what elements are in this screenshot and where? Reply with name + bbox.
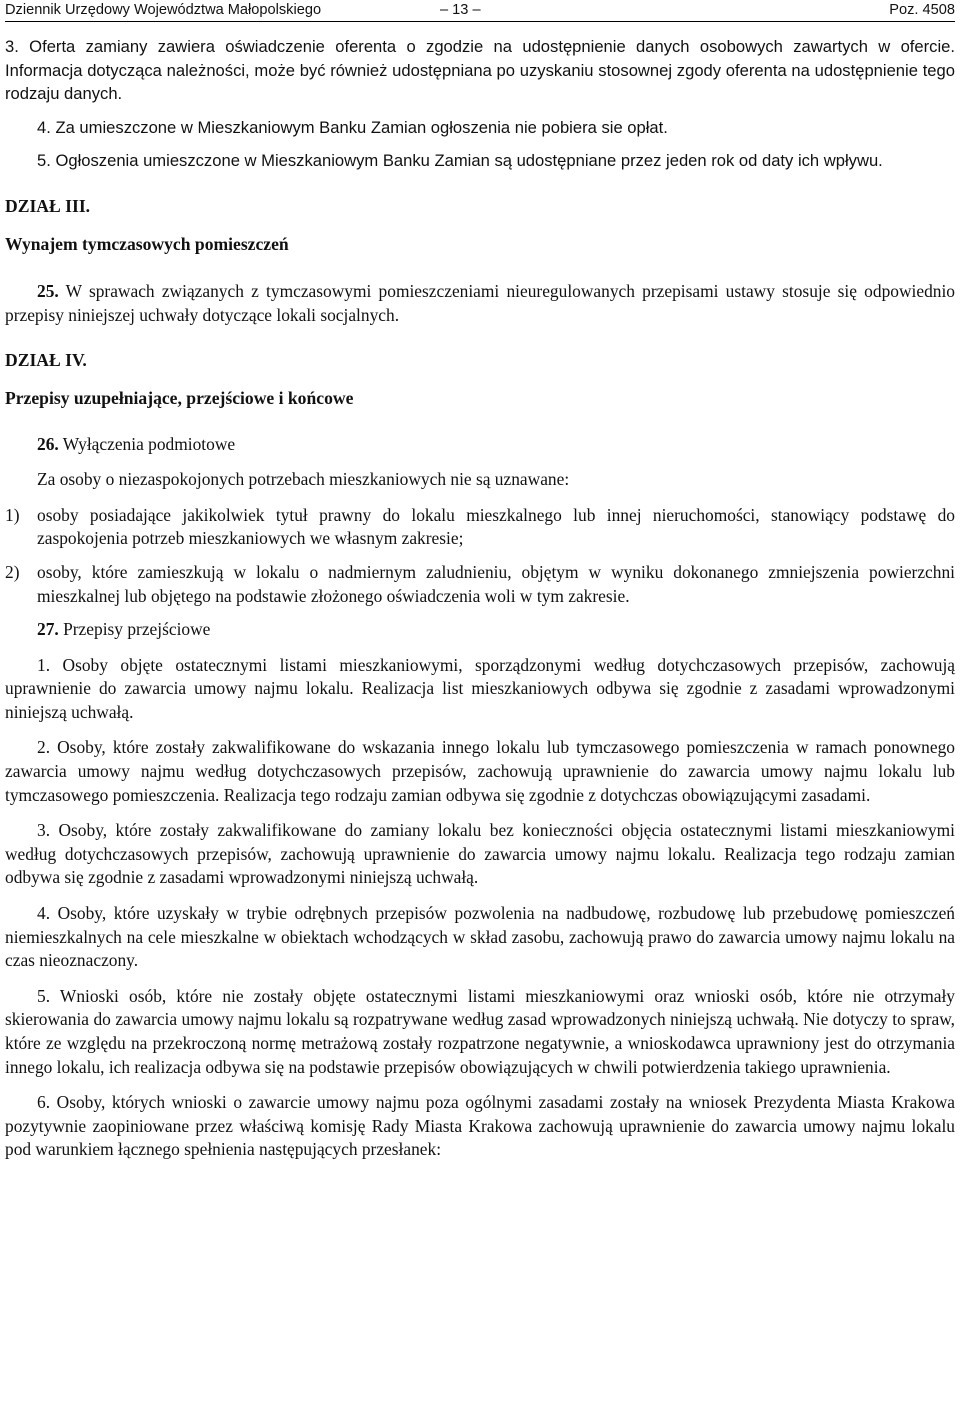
article-27-paragraph-2: 2. Osoby, które zostały zakwalifikowane do wskazania innego lokalu lub tymczasowego pomieszczenia w ramach ponownego zawarcia umowy najmu według dotychczasowych przepisów, zachowują uprawnienie do zawarcia umowy najmu lokalu lub tymczasowego pomieszczenia. Realizacja tego rodzaju zamian odbywa się zgodnie z dotychczas obowiązującymi zasadami.: [5, 737, 955, 805]
page-header: [5, 0, 955, 20]
section-title-dzial-3: DZIAŁ III.: [5, 195, 91, 216]
list-item-number: 2): [5, 561, 20, 582]
paragraph-5: 5. Ogłoszenia umieszczone w Mieszkaniowym Banku Zamian są udostępniane przez jeden rok od daty ich wpływu.: [37, 151, 883, 171]
page-number: – 13 –: [440, 2, 481, 18]
list-item-text: osoby, które zamieszkują w lokalu o nadmiernym zaludnieniu, objętym w wyniku dokonanego zmniejszenia powierzchni mieszkalnej lub objętego na podstawie złożonego oświadczenia woli w tym zakresie.: [37, 561, 955, 606]
section-title-dzial-4: DZIAŁ IV.: [5, 350, 87, 371]
article-27-paragraph-5: 5. Wnioski osób, które nie zostały objęte ostatecznymi listami mieszkaniowymi oraz wnioski osób, które nie otrzymały skierowania do zawarcia umowy najmu lokalu są rozpatrywane według zasad wprowadzonych niniejszą uchwałą. Nie dotyczy to spraw, które ze względu na przekroczoną normę metrażową zostały rozpatrzone negatywnie, a wnioskodawca uprawniony jest do otrzymania innego lokalu, ich realizacja odbywa się na podstawie przepisów obowiązujących w chwili potwierdzenia takiego uprawnienia.: [5, 985, 955, 1077]
position-number: Poz. 4508: [889, 2, 955, 18]
header-divider: [5, 21, 955, 22]
article-27-paragraph-1: 1. Osoby objęte ostatecznymi listami mieszkaniowymi, sporządzonymi według dotychczasowych przepisów, zachowują uprawnienie do zawarcia umowy najmu lokalu. Realizacja list mieszkaniowych odbywa się zgodnie z zasadami wprowadzonymi niniejszą uchwałą.: [5, 654, 955, 722]
article-26-number: 26.: [37, 433, 59, 454]
list-item: [5, 561, 955, 608]
article-26-title: [5, 433, 955, 457]
article-25-text: W sprawach związanych z tymczasowymi pomieszczeniami nieuregulowanych przepisami ustawy stosuje się odpowiednio przepisy niniejszej uchwały dotyczące lokali socjalnych.: [5, 281, 955, 325]
article-26-intro: Za osoby o niezaspokojonych potrzebach mieszkaniowych nie są uznawane:: [37, 469, 570, 490]
article-27-heading: Przepisy przejściowe: [58, 619, 211, 640]
article-26-heading: Wyłączenia podmiotowe: [58, 433, 236, 454]
article-27-paragraph-6: 6. Osoby, których wnioski o zawarcie umowy najmu poza ogólnymi zasadami zostały na wniosek Prezydenta Miasta Krakowa pozytywnie zaopiniowane przez właściwą komisję Rady Miasta Krakowa zachowują uprawnienie do zawarcia umowy najmu lokalu pod warunkiem łącznego spełnienia następujących przesłanek:: [5, 1092, 955, 1160]
journal-title: Dziennik Urzędowy Województwa Małopolskiego: [5, 2, 322, 18]
paragraph-4: 4. Za umieszczone w Mieszkaniowym Banku Zamian ogłoszenia nie pobiera sie opłat.: [37, 117, 668, 137]
section-subtitle-dzial-4: Przepisy uzupełniające, przejściowe i końcowe: [5, 387, 354, 408]
article-27-paragraph-4: 4. Osoby, które uzyskały w trybie odrębnych przepisów pozwolenia na nadbudowę, rozbudowę lub przebudowę pomieszczeń niemieszkalnych na cele mieszkalne w obiektach wchodzących w skład zasobu, zachowują prawo do zawarcia umowy najmu lokalu na czas nieoznaczony.: [5, 903, 955, 971]
article-25-number: 25.: [37, 281, 59, 302]
section-subtitle-dzial-3: Wynajem tymczasowych pomieszczeń: [5, 233, 289, 254]
list-item: [5, 504, 955, 551]
list-item-text: osoby posiadające jakikolwiek tytuł prawny do lokalu mieszkalnego lub innej nieruchomości, stanowiący podstawę do zaspokojenia potrzeb mieszkaniowych we własnym zakresie;: [37, 504, 955, 549]
article-27-number: 27.: [37, 619, 59, 640]
article-27-title: [5, 618, 955, 642]
paragraph-3: 3. Oferta zamiany zawiera oświadczenie oferenta o zgodzie na udostępnienie danych osobowych zawartych w ofercie. Informacja dotycząca należności, może być również udostępniana po uzyskaniu stosownej zgody oferenta na udostępnienie tego rodzaju danych.: [5, 37, 955, 104]
article-25: [5, 280, 955, 327]
article-27-paragraph-3: 3. Osoby, które zostały zakwalifikowane do zamiany lokalu bez konieczności objęcia ostatecznymi listami mieszkaniowymi według dotychczasowych przepisów, zachowują uprawnienie do zawarcia umowy najmu lokalu. Realizacja tego rodzaju zamian odbywa się zgodnie z zasadami wprowadzonymi niniejszą uchwałą.: [5, 820, 955, 888]
document-body: [5, 35, 955, 1162]
list-item-number: 1): [5, 504, 20, 525]
